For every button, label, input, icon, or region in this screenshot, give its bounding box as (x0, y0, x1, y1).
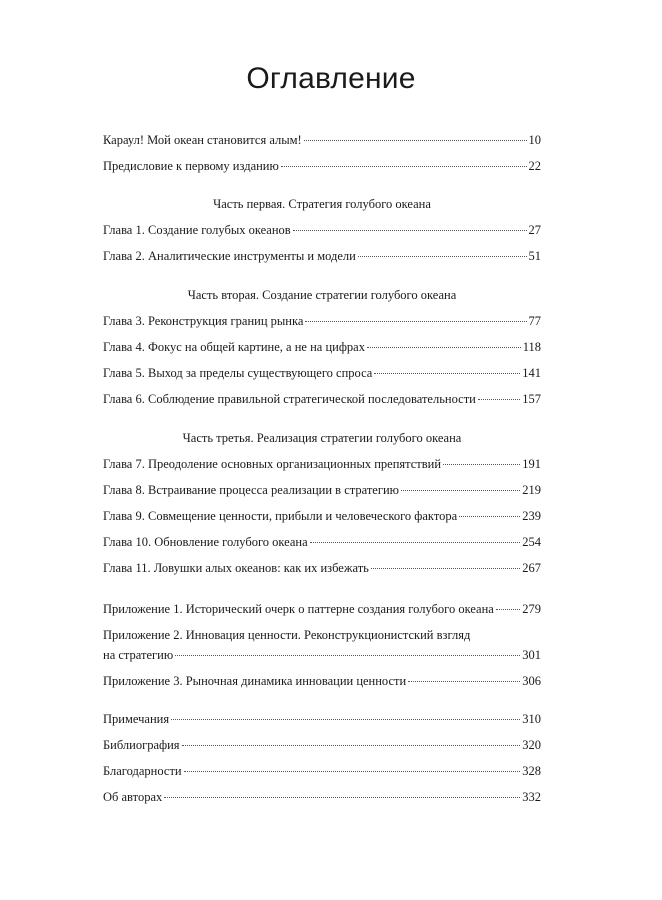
dot-leader (408, 681, 520, 682)
toc-entry-label: Глава 10. Обновление голубого океана (103, 535, 308, 549)
dot-leader (358, 256, 527, 257)
toc-entry-label: Благодарности (103, 764, 182, 778)
toc-entry-page: 219 (522, 483, 541, 497)
toc-entry-label: Глава 3. Реконструкция границ рынка (103, 314, 304, 328)
toc-entry-page: 239 (522, 509, 541, 523)
toc-entry-appendix-1[interactable] (103, 602, 541, 620)
toc-entry-page: 10 (528, 133, 541, 147)
toc-entry-about-authors[interactable] (103, 790, 541, 808)
toc-entry-label: Библиография (103, 738, 180, 752)
toc-entry-chapter-1[interactable] (103, 223, 541, 241)
toc-entry-label: Предисловие к первому изданию (103, 159, 279, 173)
toc-entry-label: Об авторах (103, 790, 163, 804)
dot-leader (305, 321, 526, 322)
part-heading-3: Часть третья. Реализация стратегии голубого океана (182, 431, 462, 445)
dot-leader (496, 609, 520, 610)
toc-entry-chapter-6[interactable] (103, 392, 541, 410)
toc-entry-page: 141 (522, 366, 541, 380)
toc-entry-label: Примечания (103, 712, 170, 726)
toc-entry-chapter-3[interactable] (103, 314, 541, 332)
dot-leader (184, 771, 521, 772)
dot-leader (293, 230, 527, 231)
toc-entry-page: 191 (522, 457, 541, 471)
toc-entry-page: 328 (522, 764, 541, 778)
toc-entry-foreword-1st[interactable] (103, 159, 541, 177)
toc-entry-appendix-3[interactable] (103, 674, 541, 692)
toc-entry-page: 118 (522, 340, 541, 354)
toc-entry-label: Глава 6. Соблюдение правильной стратегической последовательности (103, 392, 476, 406)
dot-leader (459, 516, 520, 517)
dot-leader (310, 542, 521, 543)
dot-leader (304, 140, 527, 141)
toc-entry-label: Глава 9. Совмещение ценности, прибыли и человеческого фактора (103, 509, 458, 523)
toc-entry-label: Глава 7. Преодоление основных организационных препятствий (103, 457, 442, 471)
toc-entry-chapter-5[interactable] (103, 366, 541, 384)
toc-entry-appendix-2[interactable] (103, 648, 541, 666)
toc-entry-page: 310 (522, 712, 541, 726)
toc-entry-label: на стратегию (103, 648, 174, 662)
dot-leader (175, 655, 520, 656)
dot-leader (478, 399, 520, 400)
toc-entry-page: 51 (528, 249, 541, 263)
toc-entry-page: 320 (522, 738, 541, 752)
toc-entry-acknowledgments[interactable] (103, 764, 541, 782)
toc-entry-chapter-11[interactable] (103, 561, 541, 579)
dot-leader (171, 719, 520, 720)
toc-entry-label: Глава 8. Встраивание процесса реализации в стратегию (103, 483, 400, 497)
toc-entry-chapter-2[interactable] (103, 249, 541, 267)
toc-entry-label: Глава 4. Фокус на общей картине, а не на цифрах (103, 340, 365, 354)
toc-entry-page: 27 (528, 223, 541, 237)
toc-entry-foreword-2nd[interactable] (103, 133, 541, 151)
toc-entry-page: 306 (522, 674, 541, 688)
toc-entry-label: Приложение 1. Исторический очерк о паттерне создания голубого океана (103, 602, 494, 616)
toc-entry-chapter-10[interactable] (103, 535, 541, 553)
dot-leader (281, 166, 527, 167)
toc-entry-chapter-7[interactable] (103, 457, 541, 475)
dot-leader (443, 464, 520, 465)
dot-leader (401, 490, 520, 491)
toc-entry-label: Караул! Мой океан становится алым! (103, 133, 302, 147)
toc-entry-label: Глава 5. Выход за пределы существующего спроса (103, 366, 373, 380)
dot-leader (164, 797, 520, 798)
toc-entry-bibliography[interactable] (103, 738, 541, 756)
toc-entry-page: 279 (522, 602, 541, 616)
toc-entry-page: 157 (522, 392, 541, 406)
dot-leader (374, 373, 520, 374)
toc-entry-page: 254 (522, 535, 541, 549)
toc-entry-chapter-8[interactable] (103, 483, 541, 501)
toc-entry-notes[interactable] (103, 712, 541, 730)
part-heading-1: Часть первая. Стратегия голубого океана (213, 197, 431, 211)
toc-entry-page: 267 (522, 561, 541, 575)
toc-entry-label: Глава 2. Аналитические инструменты и модели (103, 249, 356, 263)
page-title: Оглавление (246, 62, 416, 95)
toc-entry-label: Приложение 3. Рыночная динамика инновации ценности (103, 674, 407, 688)
toc-entry-page: 77 (528, 314, 541, 328)
toc-entry-page: 22 (528, 159, 541, 173)
toc-entry-page: 332 (522, 790, 541, 804)
toc-entry-label: Глава 11. Ловушки алых океанов: как их избежать (103, 561, 369, 575)
part-heading-2: Часть вторая. Создание стратегии голубого океана (187, 288, 457, 302)
toc-entry-page: 301 (522, 648, 541, 662)
toc-entry-label: Глава 1. Создание голубых океанов (103, 223, 291, 237)
toc-entry-chapter-4[interactable] (103, 340, 541, 358)
dot-leader (371, 568, 520, 569)
toc-entry-appendix-2-line1[interactable]: Приложение 2. Инновация ценности. Реконструкционистский взгляд (103, 628, 471, 642)
toc-entry-chapter-9[interactable] (103, 509, 541, 527)
dot-leader (367, 347, 521, 348)
dot-leader (182, 745, 521, 746)
